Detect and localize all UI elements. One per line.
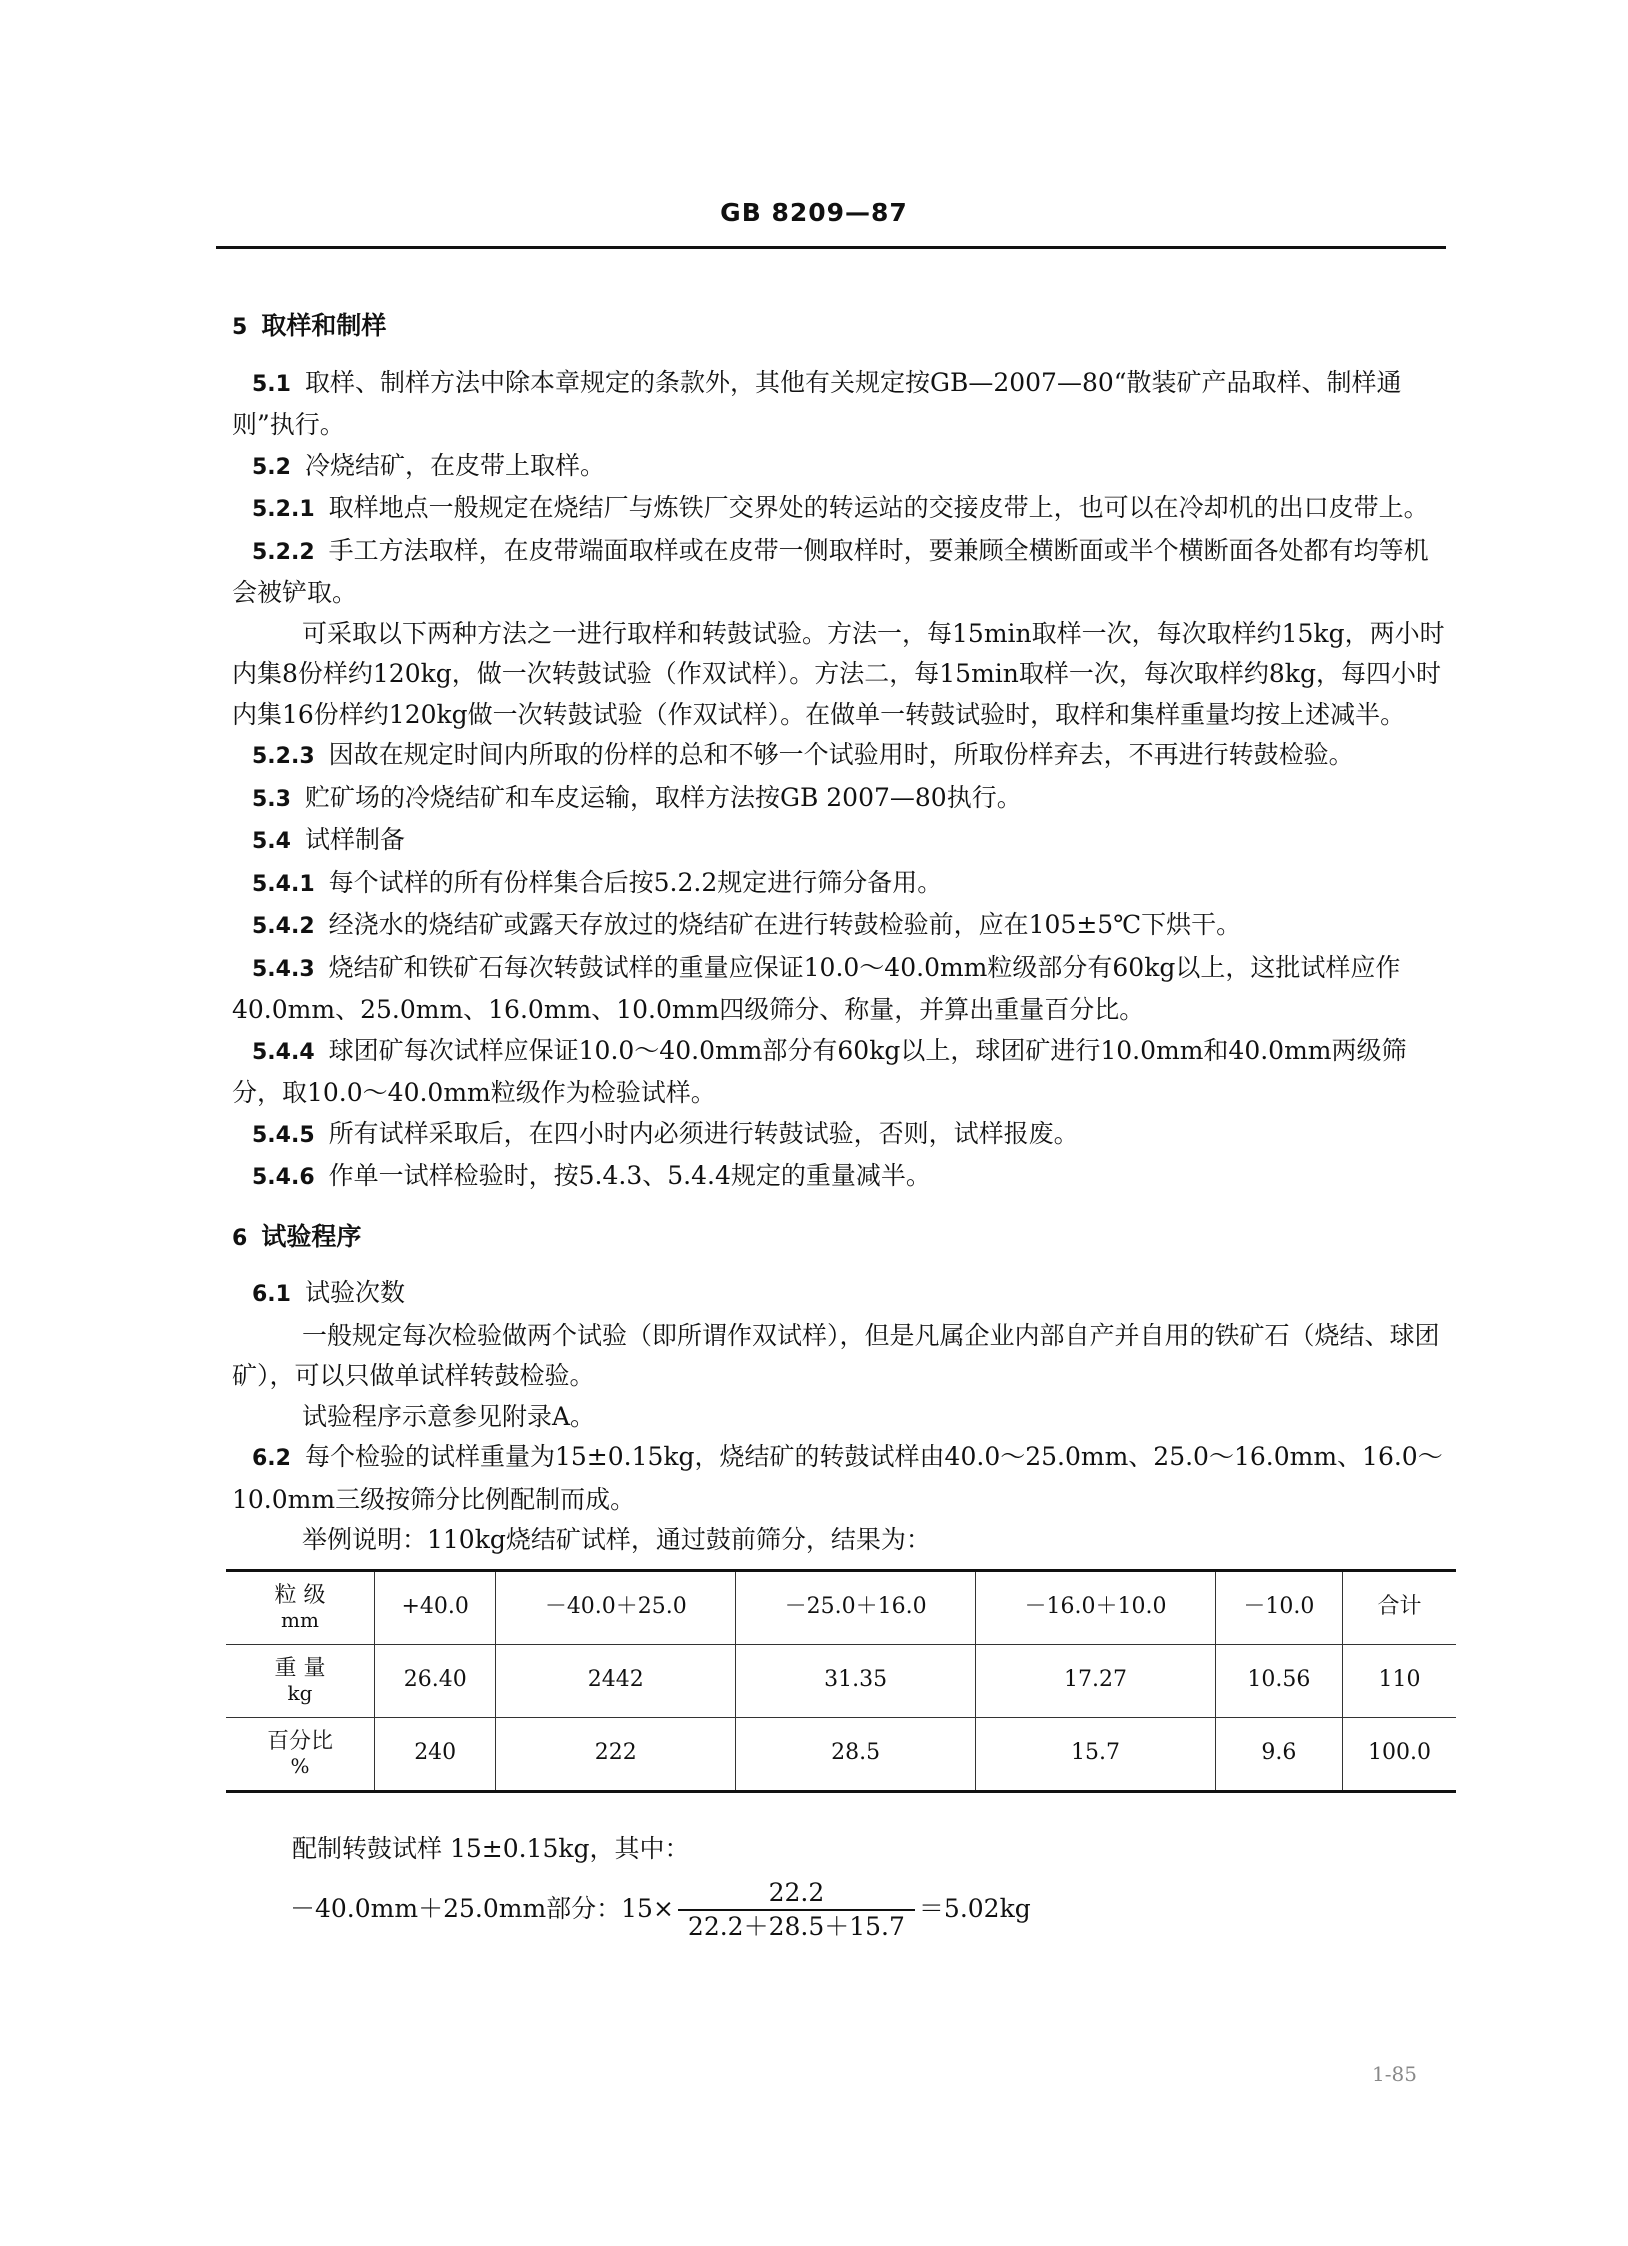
clause-5-4-1 [232,863,1452,906]
row-label: 重 量 [274,1655,326,1681]
clause-5-2-2-paragraph: 可采取以下两种方法之一进行取样和转鼓试验。方法一，每15min取样一次，每次取样约15kg，两小时内集8份样约120kg，做一次转鼓试验（作双试样）。方法二，每15min取样一次，每次取样约8kg，每四小时内集16份样约120kg做一次转鼓试验（作双试样）。在做单一转鼓试验时，取样和集样重量均按上述减半。 [232,618,1445,729]
page-number: 1-85 [1372,2062,1417,2086]
clause-6-1-paragraph-2: 试验程序示意参见附录A。 [302,1401,596,1431]
clause-number: 5.2 [252,454,291,480]
table-cell: －16.0＋10.0 [976,1570,1216,1644]
row-unit: mm [281,1607,319,1632]
fraction-denominator: 22.2＋28.5＋15.7 [678,1909,915,1943]
clause-text: 烧结矿和铁矿石每次转鼓试样的重量应保证10.0～40.0mm粒级部分有60kg以上，这批试样应作40.0mm、25.0mm、16.0mm、10.0mm四级筛分、称量，并算出重量百分比。 [232,952,1401,1024]
row-unit: % [290,1753,310,1778]
table-cell: 15.7 [976,1717,1216,1791]
table-cell: 31.35 [736,1644,976,1717]
clause-number: 5.4.4 [252,1039,315,1065]
table-cell: －40.0＋25.0 [496,1570,736,1644]
table-cell: 9.6 [1215,1717,1342,1791]
clause-number: 5.4.1 [252,871,315,897]
clause-5-4-5 [232,1114,1452,1157]
table-cell: －25.0＋16.0 [736,1570,976,1644]
table-cell: 合计 [1342,1570,1456,1644]
clause-6-2 [232,1437,1452,1520]
row-label: 百分比 [266,1728,333,1754]
section-5-title: 取样和制样 [261,311,387,340]
fraction-numerator: 22.2 [768,1877,825,1907]
table-body [226,1570,1456,1791]
clause-5-3 [232,778,1452,821]
clause-text: 球团矿每次试样应保证10.0～40.0mm部分有60kg以上，球团矿进行10.0mm和40.0mm两级筛分，取10.0～40.0mm粒级作为检验试样。 [232,1035,1407,1107]
table-cell: 28.5 [736,1717,976,1791]
clause-5-4-3 [232,948,1452,1031]
clause-number: 5.2.3 [252,744,315,769]
clause-text: 试验次数 [304,1278,405,1307]
clause-text: 取样地点一般规定在烧结厂与炼铁厂交界处的转运站的交接皮带上，也可以在冷却机的出口皮带上。 [328,493,1429,522]
clause-6-1-paragraph-1: 一般规定每次检验做两个试验（即所谓作双试样），但是凡属企业内部自产并自用的铁矿石（烧结、球团矿），可以只做单试样转鼓检验。 [232,1320,1440,1390]
table-cell: 240 [375,1717,496,1791]
clause-number: 5.1 [252,371,291,397]
clause-text: 试样制备 [304,825,405,854]
clause-5-2-2 [232,531,1452,614]
clause-5-4-6 [232,1156,1452,1199]
table-cell: 222 [496,1717,736,1791]
formula-fraction [678,1877,915,1943]
clause-text: 每个检验的试样重量为15±0.15kg，烧结矿的转鼓试样由40.0～25.0mm、25.0～16.0mm、16.0～10.0mm三级按筛分比例配制而成。 [232,1442,1443,1514]
table-cell: 2442 [496,1644,736,1717]
clause-number: 5.4.2 [252,914,315,939]
clause-number: 5.4 [252,829,291,854]
document-body [232,298,1452,1943]
clause-5-2-3 [232,735,1452,778]
table-cell: 26.40 [375,1644,496,1717]
table-cell: －10.0 [1215,1570,1342,1644]
clause-5-4-4 [232,1031,1452,1114]
table-row [226,1644,1456,1717]
table-cell: 17.27 [976,1644,1216,1717]
row-header [226,1644,375,1717]
clause-text: 贮矿场的冷烧结矿和车皮运输，取样方法按GB 2007—80执行。 [304,782,1022,812]
clause-text: 因故在规定时间内所取的份样的总和不够一个试验用时，所取份样弃去，不再进行转鼓检验。 [328,740,1354,769]
clause-number: 6.2 [252,1446,291,1471]
table-cell: 100.0 [1342,1717,1456,1791]
table-cell: +40.0 [375,1570,496,1644]
row-label: 粒 级 [274,1582,326,1608]
table-row [226,1570,1456,1644]
standard-header: GB 8209—87 [720,198,908,227]
clause-number: 5.4.3 [252,956,315,982]
sieving-results-table [226,1569,1456,1793]
clause-text: 所有试样采取后，在四小时内必须进行转鼓试验，否则，试样报废。 [328,1118,1079,1148]
section-6-title: 试验程序 [261,1221,362,1251]
row-header [226,1717,375,1791]
header-rule [216,246,1446,249]
table-row [226,1717,1456,1791]
row-unit: kg [287,1680,313,1705]
clause-number: 6.1 [252,1282,291,1307]
clause-number: 5.3 [252,786,291,812]
clause-5-2-1 [232,488,1452,531]
clause-text: 手工方法取样，在皮带端面取样或在皮带一侧取样时，要兼顾全横断面或半个横断面各处都有均等机会被铲取。 [232,535,1429,607]
clause-text: 每个试样的所有份样集合后按5.2.2规定进行筛分备用。 [328,867,943,897]
formula-lhs: －40.0mm＋25.0mm部分：15× [290,1894,674,1924]
clause-text: 作单一试样检验时，按5.4.3、5.4.4规定的重量减半。 [328,1161,931,1190]
example-intro: 举例说明：110kg烧结矿试样，通过鼓前筛分，结果为： [302,1525,931,1554]
clause-number: 5.4.6 [252,1165,315,1190]
clause-number: 5.2.2 [252,539,315,565]
clause-5-1 [232,363,1452,446]
table-cell: 10.56 [1215,1644,1342,1717]
calculation-formula [290,1877,1452,1943]
clause-text: 取样、制样方法中除本章规定的条款外，其他有关规定按GB—2007—80“散装矿产品取样、制样通则”执行。 [232,367,1402,439]
section-6-heading: 6 试验程序 [232,1221,362,1251]
formula-rhs: ＝5.02kg [918,1894,1031,1924]
clause-text: 经浇水的烧结矿或露天存放过的烧结矿在进行转鼓检验前，应在105±5℃下烘干。 [328,910,1242,939]
formula-intro: 配制转鼓试样 15±0.15kg，其中： [292,1833,690,1863]
row-header [226,1570,375,1644]
clause-number: 5.2.1 [252,497,315,522]
clause-text: 冷烧结矿，在皮带上取样。 [304,450,605,480]
clause-number: 5.4.5 [252,1122,315,1148]
section-5-heading: 5 取样和制样 [232,311,387,340]
clause-5-4-2 [232,905,1452,948]
clause-5-2 [232,446,1452,489]
clause-6-1 [232,1273,1452,1316]
table-cell: 110 [1342,1644,1456,1717]
clause-5-4 [232,820,1452,863]
